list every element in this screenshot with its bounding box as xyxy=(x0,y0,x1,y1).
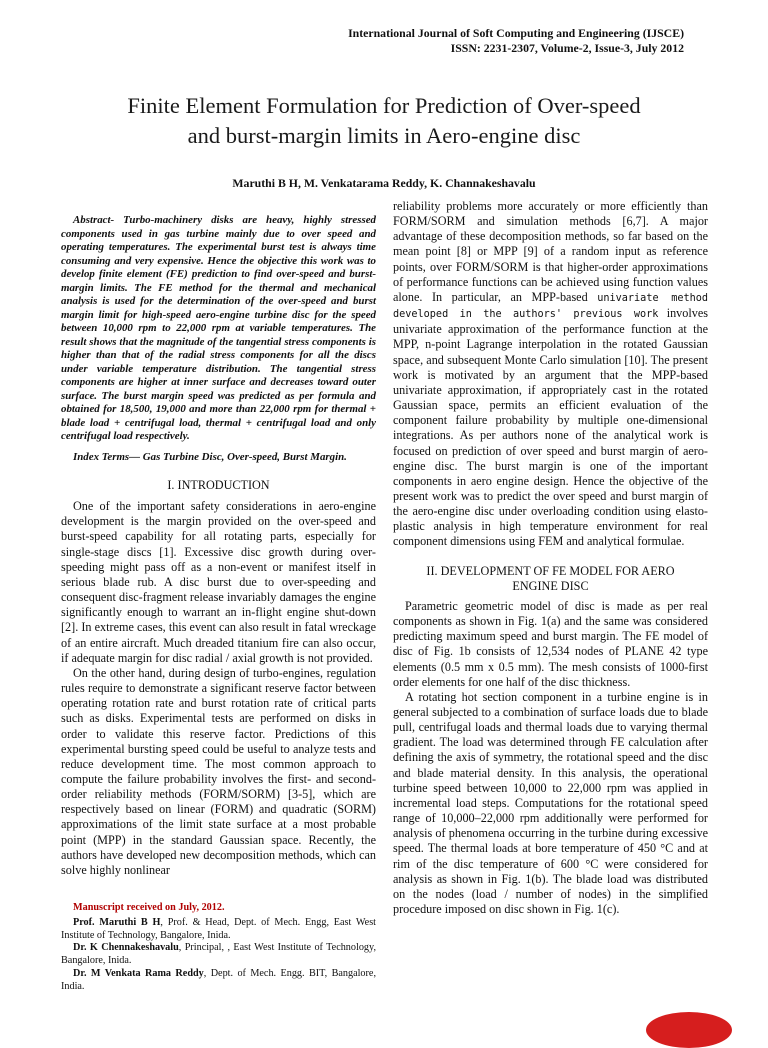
footnote-author-1-text: , Prof. & Head, Dept. of Mech. Engg, East West Institute of Technology, Bangalore, Inida. xyxy=(61,916,376,941)
left-column xyxy=(61,214,376,994)
section-heading-fe-model: II. DEVELOPMENT OF FE MODEL FOR AERO ENGINE DISC xyxy=(426,563,675,593)
footnote-author-3-name: Dr. M Venkata Rama Reddy xyxy=(73,968,204,980)
journal-issn: ISSN: 2231-2307, Volume-2, Issue-3, July 2012 xyxy=(450,41,684,55)
section-heading-introduction: I. INTRODUCTION xyxy=(167,478,270,492)
authors: Maruthi B H, M. Venkatarama Reddy, K. Channakeshavalu xyxy=(232,176,536,190)
footnotes xyxy=(61,902,376,994)
intro-paragraph-1: One of the important safety considerations in aero-engine development is the margin provided on the over-speed and burst-speed capability for all rotating parts, especially for single-stage discs [1]. Excessive disc growth during over-speeding might pass off as a non-event or manifest itself in serious blade rub. A disc burst due to over-speeding and consequent disc-fragment release invariably damages the engine significantly enough to warrant an in-flight engine shut-down [2]. In extreme cases, this event can also result in fatal wreckage of an entire aircraft. Much dreaded titanium fire can also occur, if adequate margin for disc radial / axial growth is not provided. xyxy=(61,499,376,665)
title-line-2: and burst-margin limits in Aero-engine disc xyxy=(187,123,581,148)
right-column xyxy=(393,199,708,917)
footnote-author-2 xyxy=(61,942,376,968)
abstract: Abstract- Turbo-machinery disks are heavy, highly stressed components used in gas turbine mainly due to over speed and operating temperatures. The experimental burst test is always time consuming and very expensive. Hence the objective this work was to develop finite element (FE) prediction to find over-speed and burst-margin limits. The FE method for the thermal and mechanical analysis is used for the determination of the over-speed and burst margin limit for high-speed aero-engine turbine disc for the speed between 10,000 rpm to 22,000 rpm at variable temperatures. The result shows that the magnitude of the tangential stress components is higher than that of the radial stress components for all the discs under variable temperature distribution. The tangential stress components are higher at inner surface and decreases toward outer surface. The burst margin speed was predicted as per formula and obtained for 18,500, 19,000 and more than 22,000 rpm for thermal + blade load + centrifugal load, thermal + centrifugal load and only centrifugal load respectively. xyxy=(61,214,376,442)
footnote-author-3 xyxy=(61,968,376,994)
right-paragraph-1-start: reliability problems more accurately or more efficiently than FORM/SORM and simulation methods [6,7]. A major advantage of these decomposition methods, so far based on the mean point [8] or MPP [9] of a random input as reference points, over FORM/SORM is that higher-order approximations of performance functions can be achieved using function values alone. In particular, an MPP-based xyxy=(393,199,708,304)
footnote-author-1 xyxy=(61,917,376,943)
title-line-1: Finite Element Formulation for Prediction of Over-speed xyxy=(127,93,641,118)
section2-paragraph-2: A rotating hot section component in a turbine engine is in general subjected to a combination of surface loads due to blade pull, centrifugal loads and thermal loads due to varying thermal gradient. The load was determined through FE calculation after defining the axis of symmetry, the rotational speed and the disc and blade material density. In this analysis, the operational turbine speed between 10,000 to 22,000 rpm was applied in incremental load steps. Computations for the rotational speed range of 10,000–22,000 rpm additionally were performed for analysis of phenomena occurring in the turbine during excessive speed. The thermal loads at bore temperature of 450 °C and at rim of the disc temperature of 600 °C were considered for analysis as shown in Fig. 1(b). The blade load was distributed on the nodes (load / number of nodes) in the simplified procedure imposed on disc shown in Fig. 1(c). xyxy=(393,689,708,917)
paper-title xyxy=(60,91,708,151)
footnote-author-1-name: Prof. Maruthi B H xyxy=(73,916,161,928)
right-paragraph-1-end: involves univariate approximation of the performance function at the MPP, n-point Lagrange interpolation in the rotated Gaussian space, and subsequent Monte Carlo simulation [10]. The present work is motivated by an argument that the MPP-based univariate approximation, if appropriately cast in the rotated Gaussian space, permits an efficient evaluation of the component failure probability by multiple one-dimensional integrations. As per authors none of the analytical work is focused on prediction of over speed and burst margin of aero-engine disc. The burst margin is one of the important components in aero engine design. Hence the objective of the present work was to predict the over speed and burst margin of the aero-engine disc under overloading condition using elasto-plastic analysis in high temperature environment for real component dimensions using FEM and analytical formulae. xyxy=(393,306,709,549)
journal-name: International Journal of Soft Computing and Engineering (IJSCE) xyxy=(348,26,684,40)
right-paragraph-1 xyxy=(393,199,708,550)
intro-paragraph-2: On the other hand, during design of turbo-engines, regulation rules require to demonstrate a significant reserve factor between operating rotation rate and burst rotation rate of critical parts such as disks. Experimental tests are performed on disks in order to validate this reserve factor. Predictions of this experimental bursting speed could be useful to analyze tests and reduce development time. The most common approach to compute the failure probability involves the first- and second-order reliability methods (FORM/SORM) [3-5], which are respectively based on linear (FORM) and quadratic (SORM) approximations of the limit state surface at a most probable point (MPP) in the standard Gaussian space. Recently, the authors have developed new decomposition methods, which can solve highly nonlinear xyxy=(61,665,376,877)
journal-header xyxy=(348,26,684,56)
red-logo-shape xyxy=(646,1012,732,1048)
index-terms: Index Terms— Gas Turbine Disc, Over-speed, Burst Margin. xyxy=(73,450,347,463)
right-paragraph-1-mono: univariate method developed in the authors' previous work xyxy=(393,292,709,321)
section2-paragraph-1: Parametric geometric model of disc is made as per real components as shown in Fig. 1(a) and the same was considered predicting maximum speed and burst margin. The FE model of disc of Fig. 1b consists of 12,534 nodes of PLANE 42 type elements (0.5 mm x 0.5 mm). The mesh consists of 1000-first order elements for one half of the disc thickness. xyxy=(393,598,708,689)
manuscript-received: Manuscript received on July, 2012. xyxy=(73,902,225,914)
footnote-author-3-text: , Dept. of Mech. Engg. BIT, Bangalore, India. xyxy=(61,968,376,992)
footnote-author-2-text: , Principal, , East West Institute of Technology, Bangalore, Inida. xyxy=(61,942,376,967)
footnote-author-2-name: Dr. K Chennakeshavalu xyxy=(73,942,179,954)
